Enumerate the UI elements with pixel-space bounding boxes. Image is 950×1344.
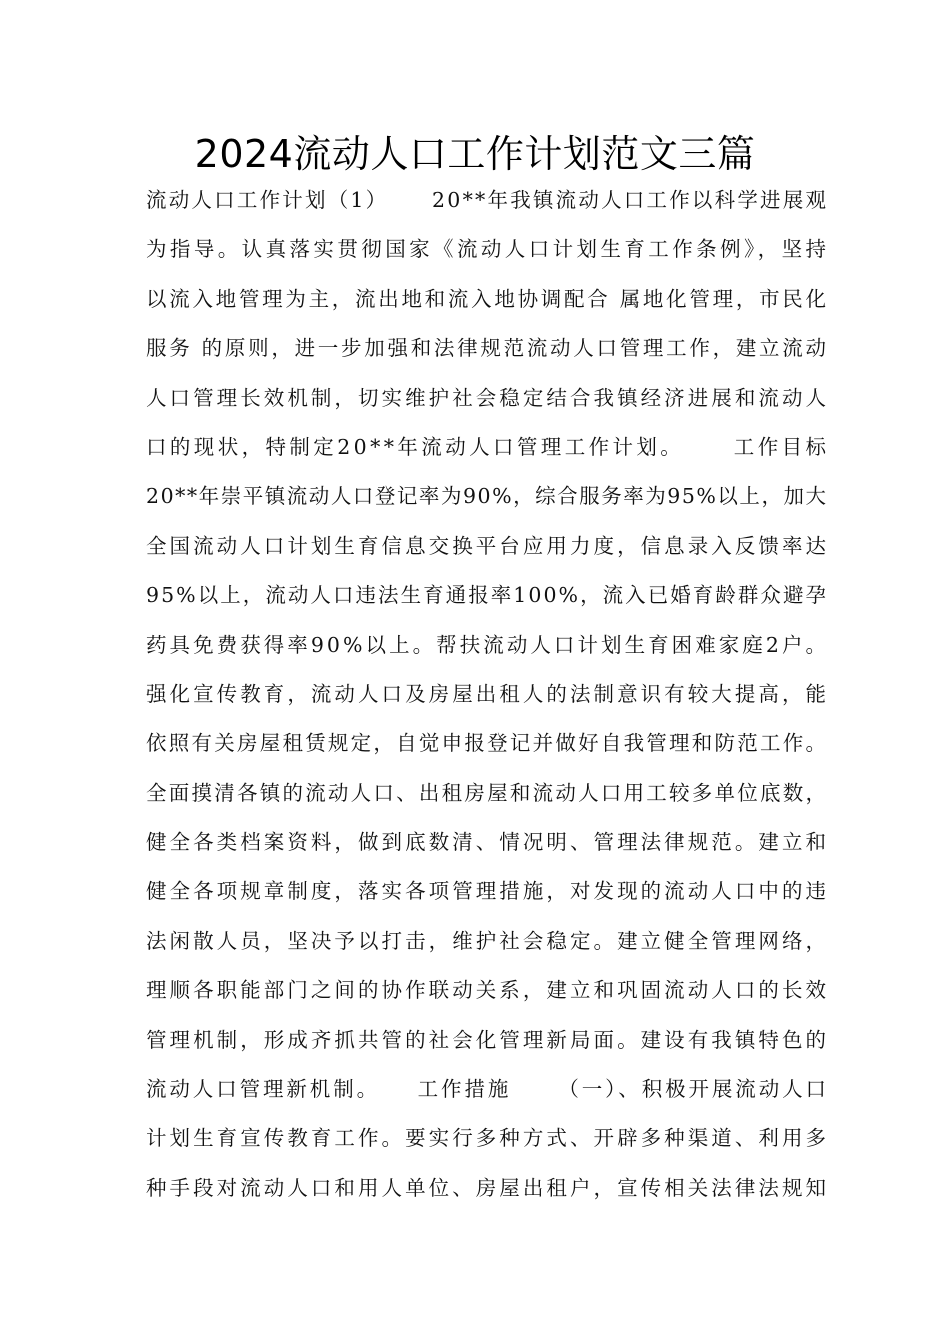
body-text-line: 20**年崇平镇流动人口登记率为90%，综合服务率为95%以上，加大 xyxy=(146,484,828,509)
document-body xyxy=(146,176,830,1213)
body-text-line: 药具免费获得率90%以上。帮扶流动人口计划生育困难家庭2户。 xyxy=(146,632,830,657)
body-text-line: 以流入地管理为主，流出地和流入地协调配合 属地化管理，市民化 xyxy=(146,286,829,311)
document-title: 2024流动人口工作计划范文三篇 xyxy=(194,132,756,176)
body-text-line: 口的现状，特制定20**年流动人口管理工作计划。 工作目标 xyxy=(146,434,830,459)
body-text-line: 健全各类档案资料，做到底数清、情况明、管理法律规范。建立和 xyxy=(146,830,830,855)
body-text-line: 理顺各职能部门之间的协作联动关系，建立和巩固流动人口的长效 xyxy=(146,978,830,1003)
body-text-line: 95%以上，流动人口违法生育通报率100%，流入已婚育龄群众避孕 xyxy=(146,583,829,608)
body-text-line: 管理机制，形成齐抓共管的社会化管理新局面。建设有我镇特色的 xyxy=(146,1027,830,1052)
body-text-line: 依照有关房屋租赁规定，自觉申报登记并做好自我管理和防范工作。 xyxy=(146,731,829,756)
body-text-line: 全国流动人口计划生育信息交换平台应用力度，信息录入反馈率达 xyxy=(146,533,830,558)
body-text-line: 法闲散人员，坚决予以打击，维护社会稳定。建立健全管理网络， xyxy=(146,928,830,953)
body-text-line: 流动人口工作计划（1） 20**年我镇流动人口工作以科学进展观 xyxy=(146,188,829,212)
body-text-line: 服务 的原则，进一步加强和法律规范流动人口管理工作，建立流动 xyxy=(146,336,829,361)
body-text-line: 人口管理长效机制，切实维护社会稳定结合我镇经济进展和流动人 xyxy=(146,385,830,410)
body-text-line: 全面摸清各镇的流动人口、出租房屋和流动人口用工较多单位底数， xyxy=(146,780,829,805)
body-text-line: 种手段对流动人口和用人单位、房屋出租户，宣传相关法律法规知 xyxy=(146,1175,830,1200)
body-text-line: 流动人口管理新机制。 工作措施 （一）、积极开展流动人口 xyxy=(146,1077,829,1102)
body-text-line: 计划生育宣传教育工作。要实行多种方式、开辟多种渠道、利用多 xyxy=(146,1126,830,1151)
body-text-line: 强化宣传教育，流动人口及房屋出租人的法制意识有较大提高，能 xyxy=(146,681,830,706)
body-text-line: 为指导。认真落实贯彻国家《流动人口计划生育工作条例》，坚持 xyxy=(146,237,830,262)
body-text-line: 健全各项规章制度，落实各项管理措施，对发现的流动人口中的违 xyxy=(146,879,830,904)
